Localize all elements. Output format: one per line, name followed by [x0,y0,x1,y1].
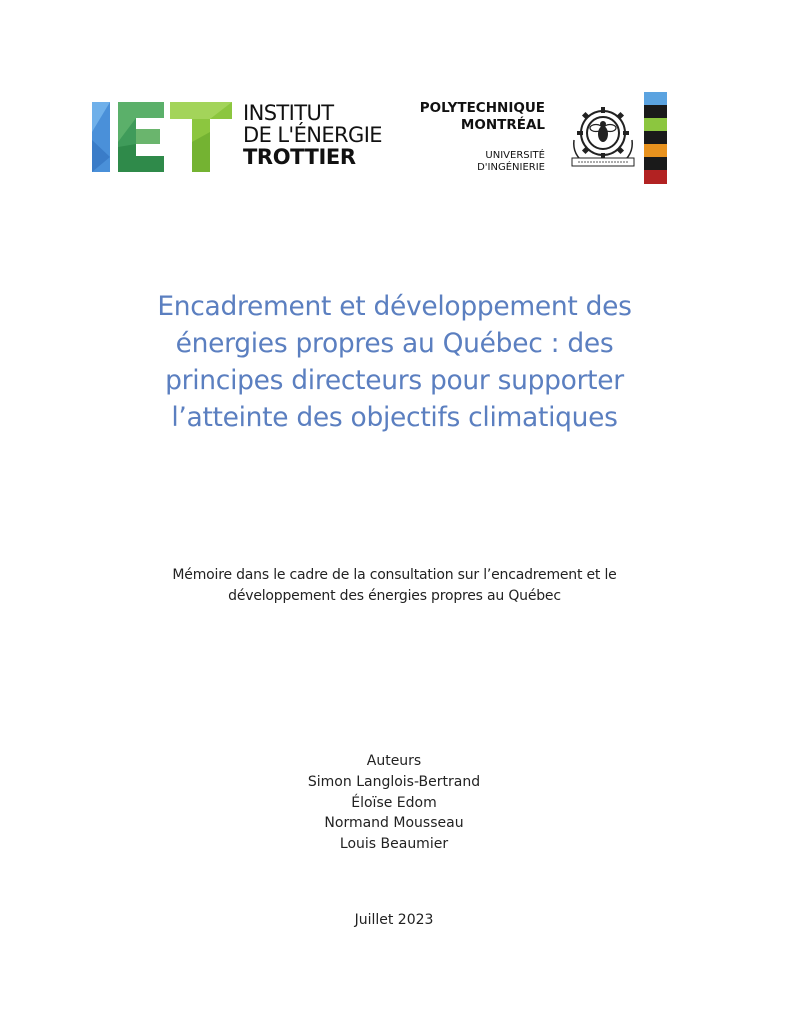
stripe-red [644,170,667,184]
iet-wordmark [243,102,382,168]
title-line-1: Encadrement et développement des [157,291,632,322]
polytechnique-name [420,100,545,134]
iet-mark-logo [92,102,232,172]
polytechnique-name-line2: MONTRÉAL [460,117,545,133]
iet-logo [92,102,392,174]
stripe-black-1 [644,105,667,118]
iet-line-institut: INSTITUT [243,101,334,125]
polytechnique-subtitle [477,150,545,174]
iet-line-energie: DE L'ÉNERGIE [243,123,382,147]
author-name: Éloïse Edom [351,794,437,811]
stripe-blue [644,92,667,105]
polytechnique-color-bar [644,92,667,184]
authors-block [194,751,594,855]
stripe-black-3 [644,157,667,170]
subtitle-line-2: développement des énergies propres au Québec [228,588,561,604]
iet-line-trottier: TROTTIER [243,145,356,169]
subtitle-line-1: Mémoire dans le cadre de la consultation sur l’encadrement et le [172,567,617,583]
title-line-4: l’atteinte des objectifs climatiques [171,402,618,433]
title-line-3: principes directeurs pour supporter [165,365,624,396]
title-line-2: énergies propres au Québec : des [175,328,614,359]
engineering-seal-icon [568,100,638,170]
publication-date: Juillet 2023 [354,912,434,928]
stripe-green [644,118,667,131]
polytechnique-logo [419,92,672,188]
stripe-orange [644,144,667,157]
document-title [60,288,729,436]
stripe-black-2 [644,131,667,144]
author-name: Normand Mousseau [324,815,464,832]
author-name: Simon Langlois-Bertrand [307,773,481,790]
authors-heading: Auteurs [366,753,422,769]
document-subtitle [60,565,729,607]
polytechnique-sub-line1: UNIVERSITÉ [485,150,545,161]
author-name: Louis Beaumier [339,836,449,853]
polytechnique-name-line1: POLYTECHNIQUE [419,100,545,116]
polytechnique-sub-line2: D'INGÉNIERIE [477,162,545,173]
